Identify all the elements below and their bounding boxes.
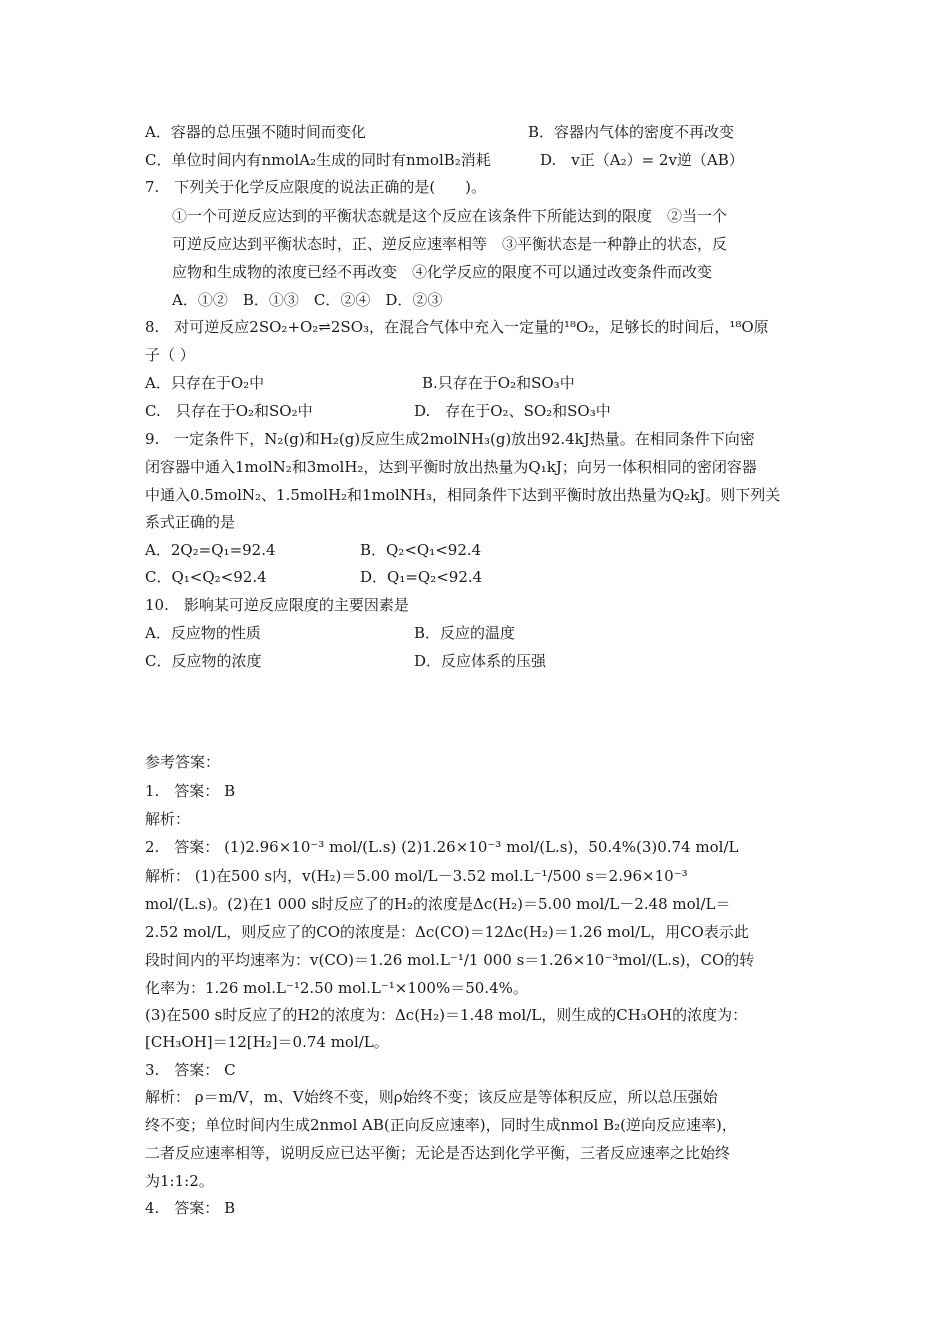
q8-stem: 8. 对可逆反应2SO₂+O₂⇌2SO₃，在混合气体中充入一定量的¹⁸O₂，足够长的时间后，¹⁸O原 [145, 318, 769, 336]
q9-option-d: D．Q₁=Q₂<92.4 [360, 568, 483, 586]
q7-stem: 7. 下列关于化学反应限度的说法正确的是( )。 [145, 178, 487, 196]
answer-3-analysis-line: 二者反应速率相等，说明反应已达平衡；无论是否达到化学平衡，三者反应速率之比始终 [145, 1144, 731, 1162]
answer-1: 1. 答案： B [145, 782, 236, 800]
answer-2-analysis-line: [CH₃OH]＝12[H₂]＝0.74 mol/L。 [145, 1033, 389, 1051]
q8-stem-cont: 子（ ） [145, 346, 195, 364]
answer-3-analysis-line: 终不变；单位时间内生成2nmol AB(正向反应速率)，同时生成nmol B₂(逆向反应速率)， [145, 1116, 737, 1134]
q6-option-c: C．单位时间内有nmolA₂生成的同时有nmolB₂消耗 [145, 151, 491, 169]
q9-stem-line: 闭容器中通入1molN₂和3molH₂，达到平衡时放出热量为Q₁kJ；向另一体积相同的密闭容器 [145, 458, 757, 476]
answer-4: 4. 答案： B [145, 1199, 236, 1217]
q8-option-a: A．只存在于O₂中 [145, 374, 265, 392]
q6-option-b: B．容器内气体的密度不再改变 [528, 123, 735, 141]
q8-option-b: B.只存在于O₂和SO₃中 [422, 374, 575, 392]
q7-options: A．①② B．①③ C．②④ D．②③ [172, 291, 443, 309]
q10-option-a: A．反应物的性质 [145, 624, 261, 642]
q9-option-b: B．Q₂<Q₁<92.4 [360, 541, 482, 559]
q9-stem-line: 中通入0.5molN₂、1.5molH₂和1molNH₃，相同条件下达到平衡时放出热量为Q₂kJ。则下列关 [145, 486, 781, 504]
q8-option-c: C. 只存在于O₂和SO₂中 [145, 402, 313, 420]
answer-2-analysis-line: mol/(L.s)。(2)在1 000 s时反应了的H₂的浓度是Δc(H₂)＝5.00 mol/L－2.48 mol/L＝ [145, 895, 731, 913]
answer-3-analysis-line: 为1:1:2。 [145, 1172, 214, 1190]
answer-3: 3. 答案： C [145, 1061, 236, 1079]
q9-option-c: C．Q₁<Q₂<92.4 [145, 568, 267, 586]
answers-heading: 参考答案： [145, 753, 221, 771]
q10-option-d: D．反应体系的压强 [414, 652, 547, 670]
q10-option-b: B．反应的温度 [414, 624, 516, 642]
q6-option-d: D. v正（A₂）= 2v逆（AB） [540, 151, 744, 169]
answer-2-analysis-line: (3)在500 s时反应了的H2的浓度为：Δc(H₂)＝1.48 mol/L，则生成的CH₃OH的浓度为： [145, 1006, 748, 1024]
q9-option-a: A．2Q₂=Q₁=92.4 [145, 541, 276, 559]
q10-stem: 10. 影响某可逆反应限度的主要因素是 [145, 596, 409, 614]
q6-option-a: A．容器的总压强不随时间而变化 [145, 123, 366, 141]
answer-1-analysis: 解析： [145, 810, 191, 828]
answer-2-analysis-line: 解析： (1)在500 s内，v(H₂)＝5.00 mol/L－3.52 mol.L⁻¹/500 s＝2.96×10⁻³ [145, 867, 688, 885]
q10-option-c: C．反应物的浓度 [145, 652, 262, 670]
answer-2: 2. 答案： (1)2.96×10⁻³ mol/(L.s) (2)1.26×10⁻³ mol/(L.s)，50.4%(3)0.74 mol/L [145, 838, 739, 856]
answer-2-analysis-line: 段时间内的平均速率为：v(CO)＝1.26 mol.L⁻¹/1 000 s＝1.26×10⁻³mol/(L.s)，CO的转 [145, 951, 755, 969]
q7-line: ①一个可逆反应达到的平衡状态就是这个反应在该条件下所能达到的限度 ②当一个 [172, 207, 728, 225]
q9-stem-line: 9. 一定条件下，N₂(g)和H₂(g)反应生成2molNH₃(g)放出92.4kJ热量。在相同条件下向密 [145, 430, 755, 448]
answer-2-analysis-line: 化率为：1.26 mol.L⁻¹2.50 mol.L⁻¹×100%＝50.4%。 [145, 979, 528, 997]
q8-option-d: D. 存在于O₂、SO₂和SO₃中 [414, 402, 611, 420]
q9-stem-line: 系式正确的是 [145, 513, 236, 531]
q7-line: 应物和生成物的浓度已经不再改变 ④化学反应的限度不可以通过改变条件而改变 [172, 263, 713, 281]
answer-2-analysis-line: 2.52 mol/L，则反应了的CO的浓度是：Δc(CO)＝12Δc(H₂)＝1.26 mol/L，用CO表示此 [145, 923, 749, 941]
q7-line: 可逆反应达到平衡状态时，正、逆反应速率相等 ③平衡状态是一种静止的状态，反 [172, 235, 728, 253]
answer-3-analysis-line: 解析： ρ＝m/V，m、V始终不变，则ρ始终不变；该反应是等体积反应，所以总压强始 [145, 1088, 718, 1106]
